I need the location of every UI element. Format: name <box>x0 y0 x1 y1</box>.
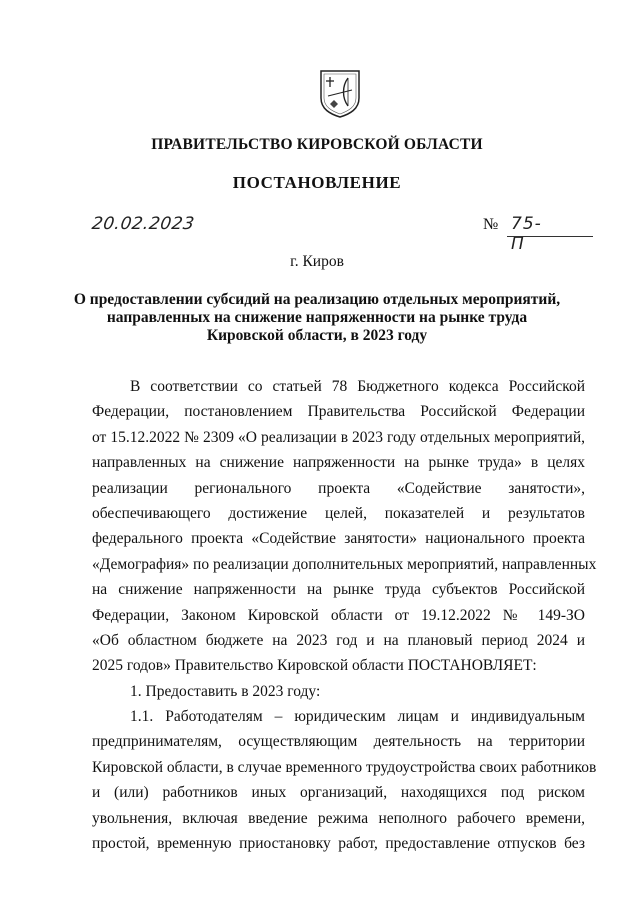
body-line: «Об областном бюджете на 2023 год и на плановый период 2024 и <box>92 631 585 649</box>
coat-of-arms-emblem <box>318 68 362 118</box>
number-value: 75-П <box>511 214 542 254</box>
body-line: Кировской области, в случае временного трудоустройства своих работников <box>92 758 597 776</box>
body-line: реализации регионального проекта «Содействие занятости», <box>92 479 585 497</box>
government-name: ПРАВИТЕЛЬСТВО КИРОВСКОЙ ОБЛАСТИ <box>151 136 483 153</box>
body-line: 1.1. Работодателям – юридическим лицам и индивидуальным <box>130 708 585 726</box>
body-line: федерального проекта «Содействие занятости» национального проекта <box>92 530 585 548</box>
body-line: В соответствии со статьей 78 Бюджетного кодекса Российской <box>130 378 585 395</box>
title-line: О предоставлении субсидий на реализацию отдельных мероприятий, <box>73 291 561 308</box>
title-line: направленных на снижение напряженности на рынке труда <box>106 309 528 326</box>
body-line: направленных на снижение напряженности на рынке труда» в целях <box>92 454 585 472</box>
body-line: 2025 годов» Правительство Кировской области ПОСТАНОВЛЯЕТ: <box>92 657 537 675</box>
body-line: обеспечивающего достижение целей, показателей и результатов <box>92 504 585 522</box>
document-title <box>0 291 634 345</box>
document-date: 20.02.2023 <box>90 214 196 234</box>
body-line: простой, временную приостановку работ, предоставление отпусков без <box>92 835 585 853</box>
city: г. Киров <box>290 253 344 270</box>
body-line: 1. Предоставить в 2023 году: <box>130 682 321 700</box>
title-line: Кировской области, в 2023 году <box>206 327 428 344</box>
body-line: и (или) работников иных организаций, находящихся под риском <box>92 784 585 802</box>
body-line: «Демография» по реализации дополнительных мероприятий, направленных <box>92 555 597 573</box>
number-sign: № <box>483 216 499 233</box>
document-body <box>92 374 597 856</box>
body-line: на снижение напряженности на рынке труда субъектов Российской <box>92 581 585 599</box>
body-line: предпринимателям, осуществляющим деятельность на территории <box>92 733 585 751</box>
body-line: увольнения, включая введение режима неполного рабочего времени, <box>92 809 585 827</box>
body-line: от 15.12.2022 № 2309 «О реализации в 2023 году отдельных мероприятий, <box>92 428 585 446</box>
document-type: ПОСТАНОВЛЕНИЕ <box>232 173 402 192</box>
number-underline <box>507 236 593 237</box>
body-line: Федерации, постановлением Правительства Российской Федерации <box>92 403 585 421</box>
body-line: Федерации, Законом Кировской области от 19.12.2022 № 149-ЗО <box>92 606 585 624</box>
